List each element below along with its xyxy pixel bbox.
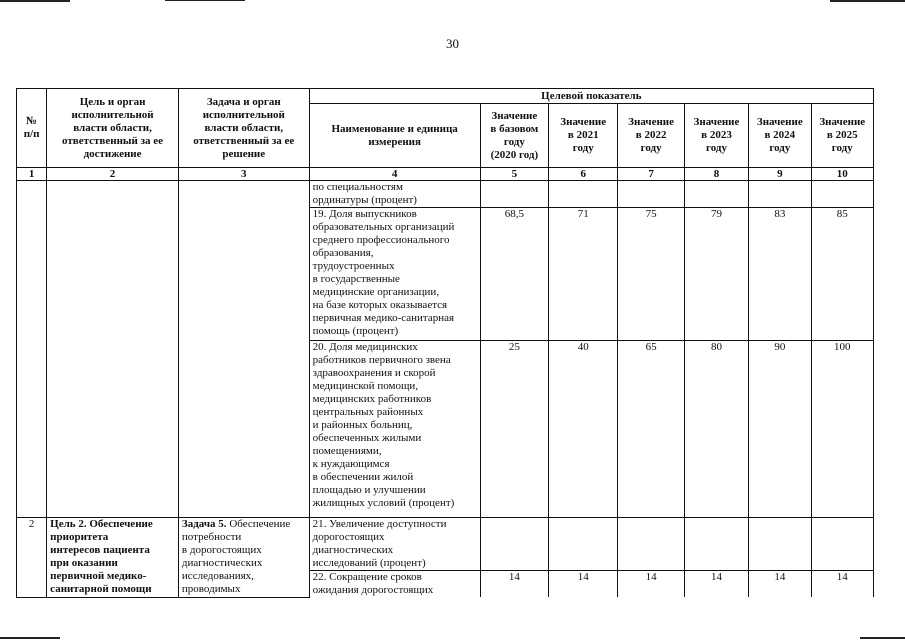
indicator-name: по специальностям ординатуры (процент) — [309, 181, 480, 208]
value-2025: 14 — [811, 571, 874, 598]
header-name: Наименование и единица измерения — [309, 104, 480, 168]
header-target: Целевой показатель — [309, 89, 873, 104]
value-2022: 75 — [618, 208, 684, 341]
task-text — [178, 518, 309, 598]
column-number: 8 — [684, 168, 748, 181]
value-2023 — [684, 181, 748, 208]
header-2022: Значение в 2022 году — [618, 104, 684, 168]
value-2022 — [618, 181, 684, 208]
page-number: 30 — [446, 36, 459, 51]
goal-text: Цель 2. Обеспечение приоритета интересов пациента при оказании первичной медико- санитарной помощи — [47, 518, 179, 598]
header-row-1 — [17, 89, 874, 104]
value-2021 — [549, 518, 618, 571]
value-2024: 14 — [749, 571, 811, 598]
value-base — [480, 518, 548, 571]
column-number: 3 — [178, 168, 309, 181]
task-description: Обеспечение потребности в дорогостоящих диагностических исследованиях, проводимых — [181, 518, 291, 595]
scan-edge-top-left — [0, 0, 70, 2]
header-task: Задача и орган исполнительной власти области, ответственный за ее решение — [178, 89, 309, 168]
header-base: Значение в базовом году (2020 год) — [480, 104, 548, 168]
value-base: 25 — [480, 341, 548, 518]
value-2025 — [811, 518, 874, 571]
header-no: № п/п — [17, 89, 47, 168]
task-label: Задача 5. — [181, 518, 227, 530]
value-2024 — [749, 518, 811, 571]
cell-goal-empty — [47, 181, 179, 518]
value-2023: 80 — [684, 341, 748, 518]
column-number-row — [17, 168, 874, 181]
value-2021: 40 — [549, 341, 618, 518]
indicator-name: 20. Доля медицинских работников первичного звена здравоохранения и скорой медицинской помощи, медицинских работников центральных районных и районных больниц, обеспеченных жилыми помещениями, к нуждающимся в обеспечении жилой площадью и улучшении жилищных условий (процент) — [309, 341, 480, 518]
indicator-name: 22. Сокращение сроков ожидания дорогостоящих — [309, 571, 480, 598]
value-2025: 85 — [811, 208, 874, 341]
indicator-name: 19. Доля выпускников образовательных организаций среднего профессионального образования, трудоустроенных в государственные медицинские организации, на базе которых оказывается первичная медико-санитарная помощь (процент) — [309, 208, 480, 341]
value-2025: 100 — [811, 341, 874, 518]
value-2021: 14 — [549, 571, 618, 598]
value-2023 — [684, 518, 748, 571]
indicator-name: 21. Увеличение доступности дорогостоящих диагностических исследований (процент) — [309, 518, 480, 571]
scan-edge-top-mid — [165, 0, 245, 1]
cell-no-empty — [17, 181, 47, 518]
value-2024 — [749, 181, 811, 208]
column-number: 4 — [309, 168, 480, 181]
table-row — [17, 181, 874, 208]
cell-task-empty — [178, 181, 309, 518]
header-2023: Значение в 2023 году — [684, 104, 748, 168]
value-base: 14 — [480, 571, 548, 598]
header-goal: Цель и орган исполнительной власти области, ответственный за ее достижение — [47, 89, 179, 168]
value-2025 — [811, 181, 874, 208]
column-number: 10 — [811, 168, 874, 181]
scan-edge-bottom-left — [0, 637, 60, 639]
value-2024: 83 — [749, 208, 811, 341]
value-base — [480, 181, 548, 208]
value-2022: 14 — [618, 571, 684, 598]
table-row — [17, 518, 874, 571]
value-2022 — [618, 518, 684, 571]
column-number: 2 — [47, 168, 179, 181]
value-2023: 14 — [684, 571, 748, 598]
value-base: 68,5 — [480, 208, 548, 341]
column-number: 6 — [549, 168, 618, 181]
value-2021: 71 — [549, 208, 618, 341]
scan-edge-top-right — [830, 0, 905, 2]
target-indicators-table — [16, 88, 874, 598]
header-2021: Значение в 2021 году — [549, 104, 618, 168]
value-2024: 90 — [749, 341, 811, 518]
header-2025: Значение в 2025 году — [811, 104, 874, 168]
value-2021 — [549, 181, 618, 208]
header-2024: Значение в 2024 году — [749, 104, 811, 168]
column-number: 5 — [480, 168, 548, 181]
column-number: 1 — [17, 168, 47, 181]
value-2022: 65 — [618, 341, 684, 518]
scan-edge-bottom-right — [860, 637, 905, 639]
column-number: 9 — [749, 168, 811, 181]
value-2023: 79 — [684, 208, 748, 341]
group-number: 2 — [17, 518, 47, 598]
column-number: 7 — [618, 168, 684, 181]
